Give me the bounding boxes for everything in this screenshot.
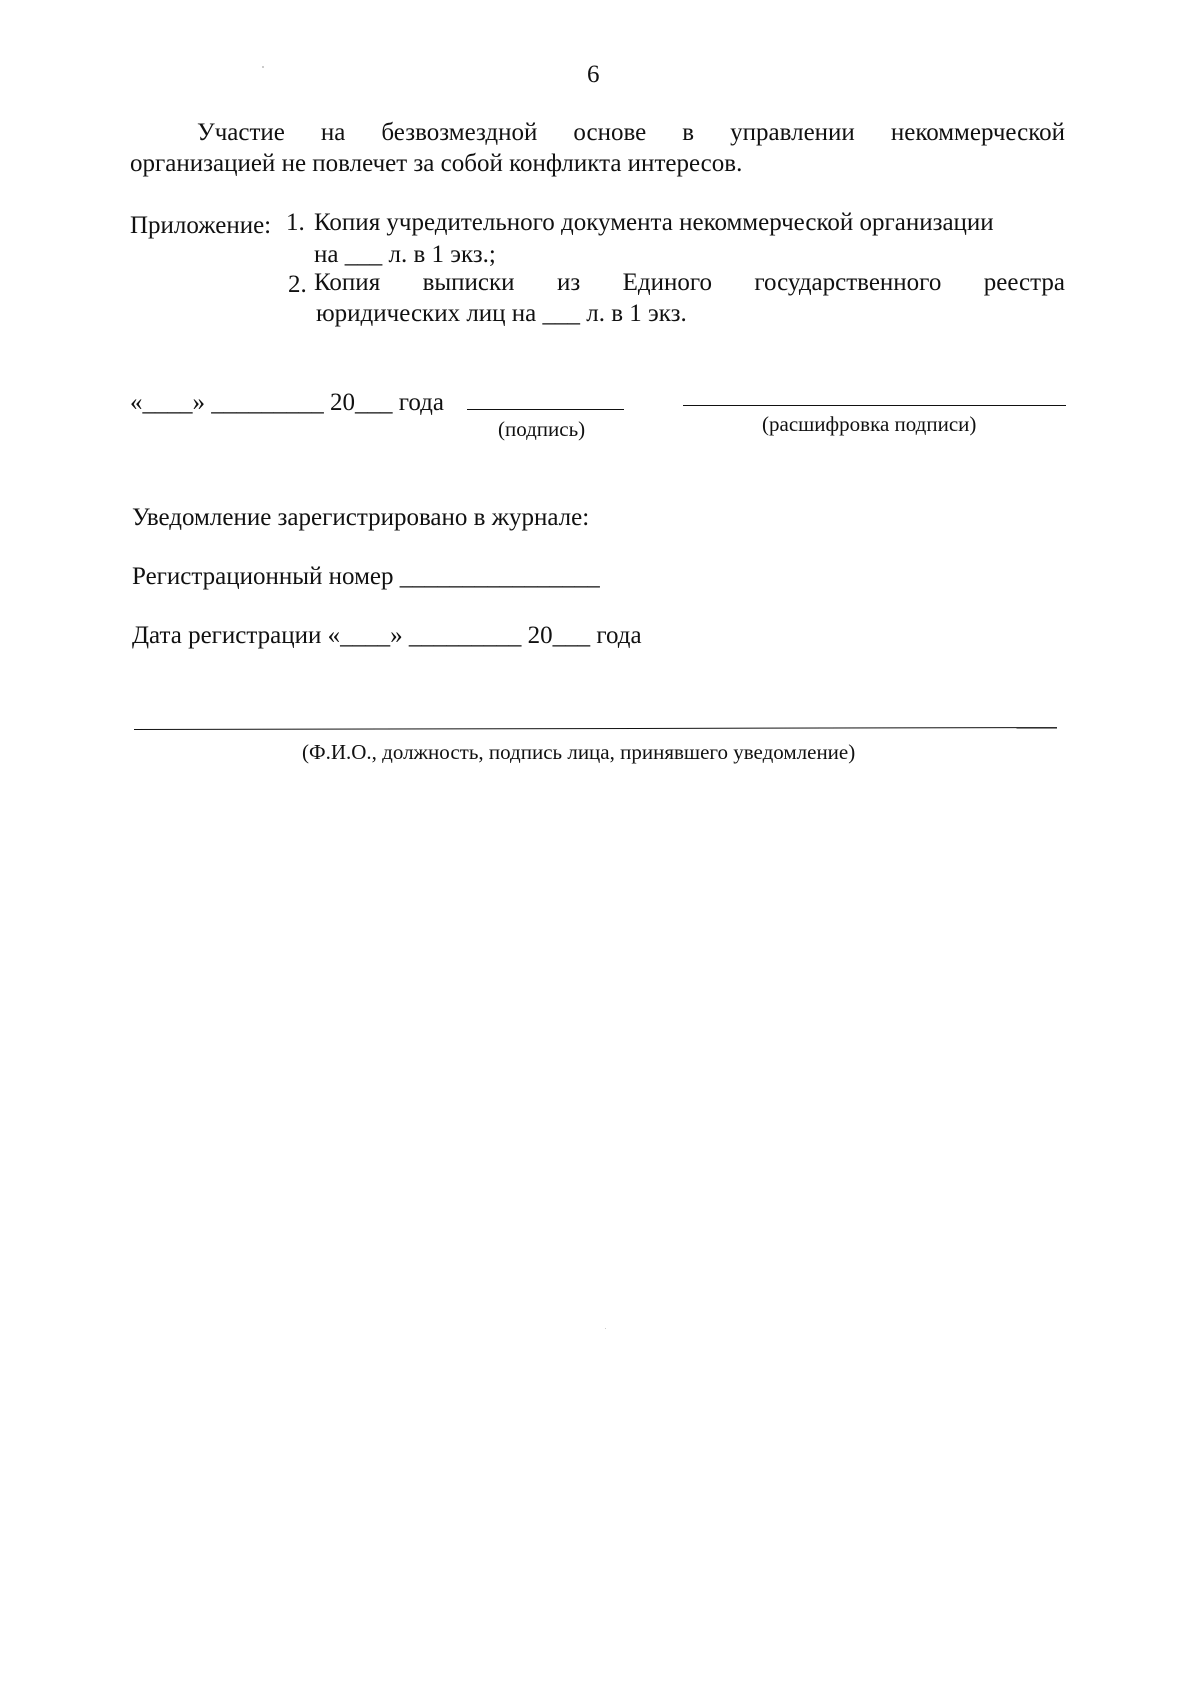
- signature-line: [467, 409, 624, 410]
- paragraph-word: некоммерческой: [890, 119, 1065, 146]
- appendix-item-2-line-2: юридических лиц на ___ л. в 1 экз.: [316, 300, 687, 327]
- appendix-label: Приложение:: [130, 212, 272, 239]
- appendix-word: государственного: [754, 269, 942, 296]
- registration-number-line: Регистрационный номер ________________: [132, 563, 600, 590]
- appendix-item-2-line-1: [314, 268, 1065, 298]
- appendix-word: Единого: [622, 269, 712, 296]
- scan-speck: [605, 1328, 606, 1329]
- page-number: 6: [587, 61, 600, 88]
- paragraph-word: на: [320, 119, 346, 146]
- receiver-line: [134, 727, 1057, 730]
- appendix-word: из: [556, 269, 581, 296]
- appendix-item-2-number: 2.: [288, 271, 307, 298]
- paragraph-word: безвозмездной: [381, 119, 538, 146]
- paragraph-word: управлении: [730, 119, 855, 146]
- appendix-word: реестра: [983, 269, 1065, 296]
- paragraph-word: Участие: [197, 119, 285, 146]
- signature-decode-line: [683, 405, 1066, 406]
- appendix-item-1-line-2: на ___ л. в 1 экз.;: [314, 241, 496, 268]
- signature-date-line: «____» _________ 20___ года: [130, 389, 444, 416]
- paragraph-line-2: организацией не повлечет за собой конфликта интересов.: [130, 150, 743, 177]
- signature-caption: (подпись): [498, 417, 586, 441]
- registration-heading: Уведомление зарегистрировано в журнале:: [132, 504, 590, 531]
- appendix-word: Копия: [314, 269, 381, 296]
- paragraph-word: в: [682, 119, 695, 146]
- appendix-item-1-number: 1.: [286, 209, 305, 236]
- paragraph-word: основе: [573, 119, 647, 146]
- scan-speck: [262, 66, 264, 68]
- appendix-word: выписки: [422, 269, 515, 296]
- registration-date-line: Дата регистрации «____» _________ 20___ года: [132, 622, 642, 649]
- receiver-caption: (Ф.И.О., должность, подпись лица, принявшего уведомление): [302, 740, 856, 764]
- paragraph-line-1: [197, 118, 1065, 148]
- signature-decode-caption: (расшифровка подписи): [762, 412, 977, 436]
- appendix-item-1-line-1: Копия учредительного документа некоммерческой организации: [314, 209, 994, 236]
